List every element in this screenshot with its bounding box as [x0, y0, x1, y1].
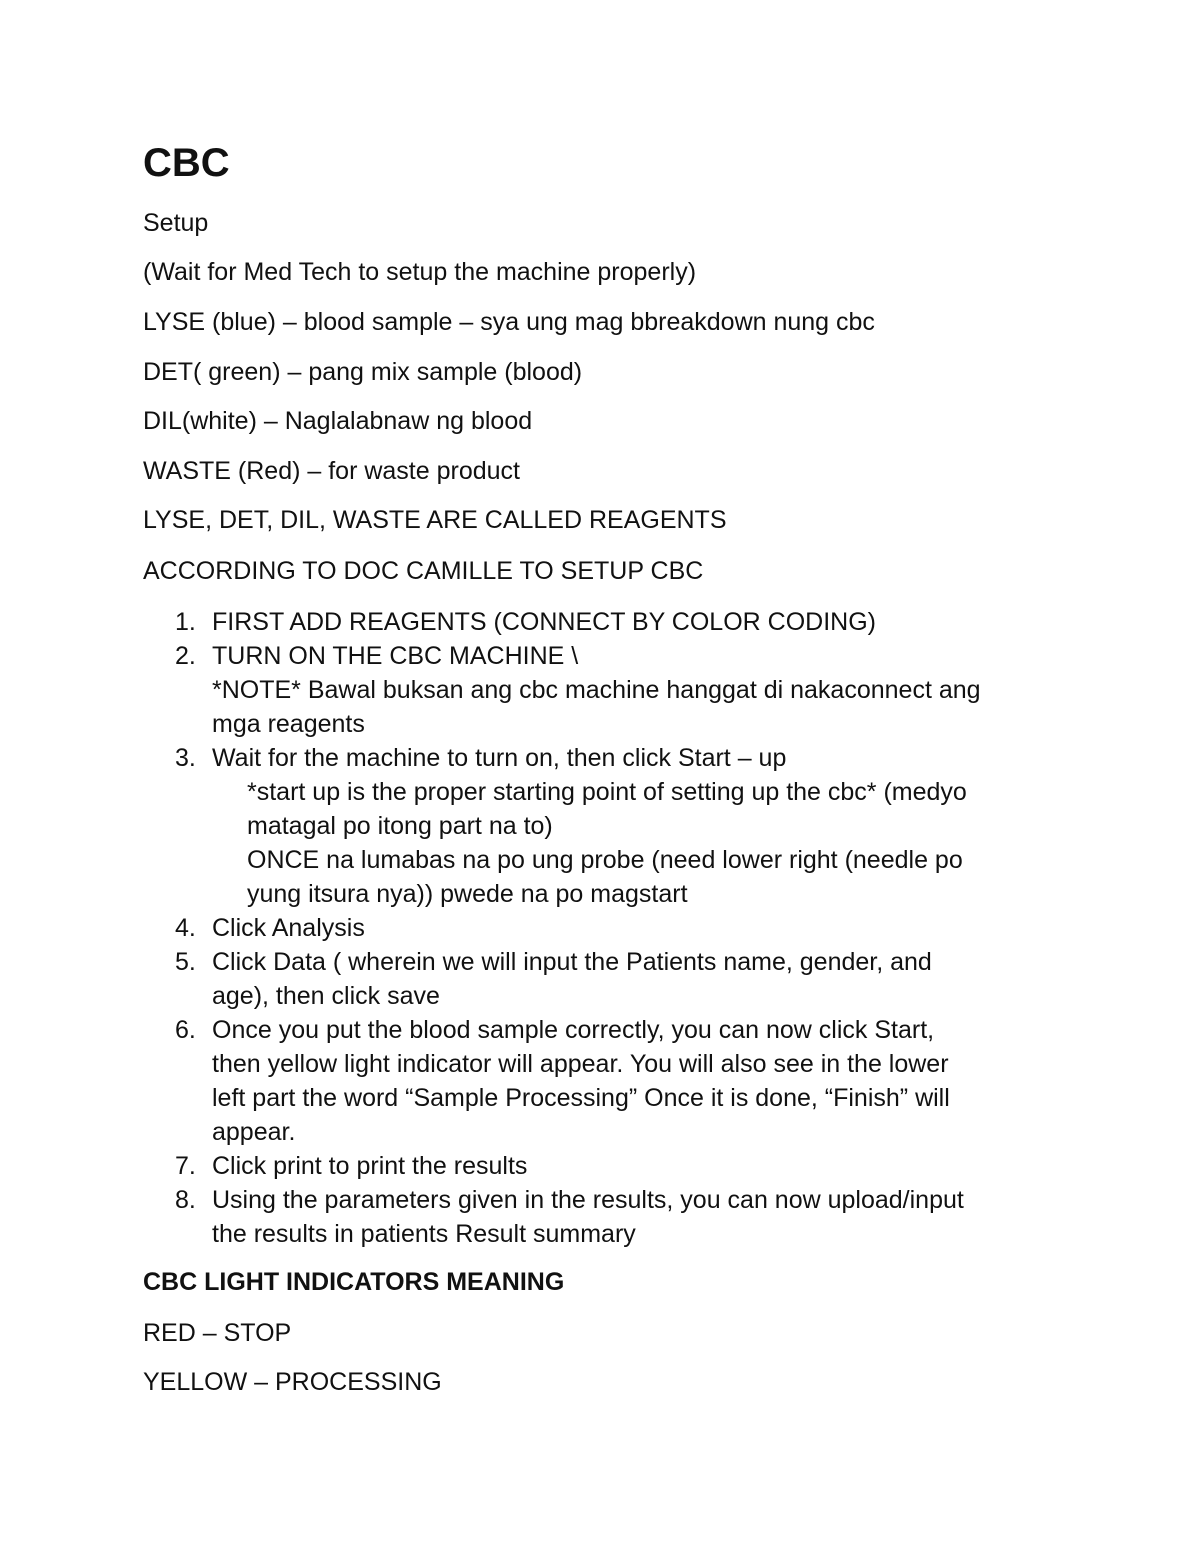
- step-text: Wait for the machine to turn on, then click Start – up: [212, 744, 787, 772]
- step-subtext: yung itsura nya)) pwede na po magstart: [247, 880, 688, 908]
- paragraph-doc-camille: ACCORDING TO DOC CAMILLE TO SETUP CBC: [143, 557, 704, 585]
- step-text: Click print to print the results: [212, 1152, 528, 1180]
- step-text: FIRST ADD REAGENTS (CONNECT BY COLOR CODING): [212, 608, 876, 636]
- page-title: CBC: [143, 141, 230, 185]
- step-text: left part the word “Sample Processing” Once it is done, “Finish” will: [212, 1084, 950, 1112]
- step-number: 4.: [175, 914, 196, 942]
- list-item: [143, 605, 1103, 639]
- step-subtext: matagal po itong part na to): [247, 812, 553, 840]
- paragraph-det: DET( green) – pang mix sample (blood): [143, 358, 583, 386]
- step-number: 1.: [175, 608, 196, 636]
- step-text: the results in patients Result summary: [212, 1220, 636, 1248]
- paragraph-waste: WASTE (Red) – for waste product: [143, 457, 520, 485]
- step-number: 8.: [175, 1186, 196, 1214]
- step-number: 6.: [175, 1016, 196, 1044]
- list-item: [143, 911, 1103, 945]
- list-item: [143, 1149, 1103, 1183]
- paragraph-reagents-note: LYSE, DET, DIL, WASTE ARE CALLED REAGENTS: [143, 506, 727, 534]
- step-text: Click Analysis: [212, 914, 365, 942]
- indicators-heading: CBC LIGHT INDICATORS MEANING: [143, 1268, 565, 1296]
- step-number: 5.: [175, 948, 196, 976]
- setup-steps-list: [143, 605, 1103, 1251]
- step-subtext: *start up is the proper starting point of setting up the cbc* (medyo: [247, 778, 967, 806]
- indicator-yellow: YELLOW – PROCESSING: [143, 1368, 442, 1396]
- step-text: Using the parameters given in the results, you can now upload/input: [212, 1186, 964, 1214]
- paragraph-dil: DIL(white) – Naglalabnaw ng blood: [143, 407, 533, 435]
- step-text: TURN ON THE CBC MACHINE \: [212, 642, 579, 670]
- step-number: 3.: [175, 744, 196, 772]
- list-item: [143, 1013, 1103, 1149]
- step-text: Click Data ( wherein we will input the Patients name, gender, and: [212, 948, 932, 976]
- step-number: 7.: [175, 1152, 196, 1180]
- list-item: [143, 639, 1103, 741]
- step-text: age), then click save: [212, 982, 440, 1010]
- step-subtext: ONCE na lumabas na po ung probe (need lower right (needle po: [247, 846, 963, 874]
- step-text: then yellow light indicator will appear. You will also see in the lower: [212, 1050, 949, 1078]
- step-text: appear.: [212, 1118, 296, 1146]
- step-number: 2.: [175, 642, 196, 670]
- list-item: [143, 945, 1103, 1013]
- list-item: [143, 1183, 1103, 1251]
- paragraph-wait-medtech: (Wait for Med Tech to setup the machine properly): [143, 258, 697, 286]
- setup-heading: Setup: [143, 209, 209, 237]
- step-text: mga reagents: [212, 710, 365, 738]
- step-text: *NOTE* Bawal buksan ang cbc machine hanggat di nakaconnect ang: [212, 676, 981, 704]
- paragraph-lyse: LYSE (blue) – blood sample – sya ung mag bbreakdown nung cbc: [143, 308, 875, 336]
- step-text: Once you put the blood sample correctly, you can now click Start,: [212, 1016, 935, 1044]
- indicator-red: RED – STOP: [143, 1319, 292, 1347]
- list-item: [143, 741, 1103, 911]
